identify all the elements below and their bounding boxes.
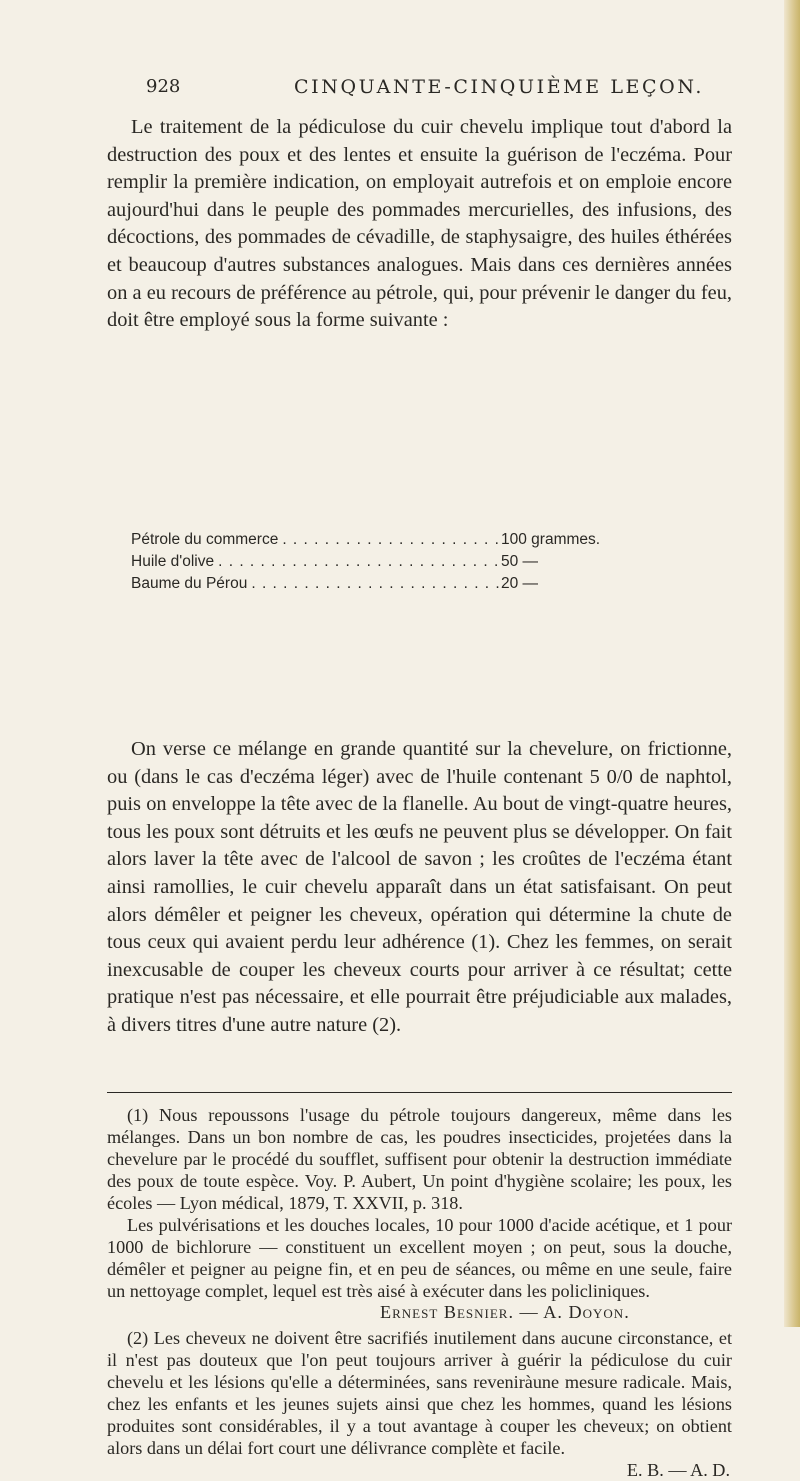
footnote-signature: Ernest Besnier. — A. Doyon.	[380, 1302, 630, 1322]
ingredient-quantity: 20 —	[501, 575, 539, 592]
footnote-2-signature: E. B. — A. D.	[626, 1460, 730, 1480]
ingredient-name: Pétrole du commerce	[131, 531, 279, 548]
recipe-item	[131, 573, 631, 595]
footnote-rule	[107, 1092, 732, 1093]
page-number: 928	[146, 76, 181, 97]
recipe-item	[131, 551, 631, 573]
recipe-list	[131, 529, 631, 595]
footnote-2: (2) Les cheveux ne doivent être sacrifiés inutilement dans aucune circonstance, et il n'est pas douteux que l'on peut toujours arriver à guérir la pédiculose du cuir chevelu et les lésions qu'elle a déterminées, sans reveniràune mesure radicale. Mais, chez les enfants et les jeunes sujets ainsi que chez les hommes, quand les lésions produites sont considérables, il y a tout avantage à couper les cheveux; on obtient alors dans un délai fort court une délivrance complète et facile.	[107, 1328, 732, 1458]
footnote-1-continued: Les pulvérisations et les douches locales, 10 pour 1000 d'acide acétique, et 1 pour 1000 de bichlorure — constituent un excellent moyen ; on peut, sous la douche, démêler et peigner au peigne fin, et en peu de séances, ou même en une seule, faire un nettoyage complet, lequel est très aisé à exécuter dans les policliniques.	[107, 1215, 732, 1301]
footnote-1: (1) Nous repoussons l'usage du pétrole toujours dangereux, même dans les mélanges. Dans un bon nombre de cas, les poudres insecticides, projetées dans la chevelure par le procédé du soufflet, suffisent pour obtenir la destruction immédiate des poux de toute espèce. Voy. P. Aubert, Un point d'hygiène scolaire; les poux, les écoles — Lyon médical, 1879, T. XXVII, p. 318.	[107, 1105, 732, 1213]
page-edge	[784, 0, 800, 1327]
ingredient-quantity: 100 grammes.	[501, 531, 601, 548]
recipe-item	[131, 529, 631, 551]
leader-dots	[278, 529, 501, 551]
paragraph-treatment: Le traitement de la pédiculose du cuir chevelu implique tout d'abord la destruction des poux et des lentes et ensuite la guérison de l'eczéma. Pour remplir la première indication, on employait autrefois et on emploie encore aujourd'hui dans le peuple des pommades mercurielles, des infusions, des décoctions, des pommades de cévadille, de staphysaigre, des huiles éthérées et beaucoup d'autres substances analogues. Mais dans ces dernières années on a eu recours de préférence au pétrole, qui, pour prévenir le danger du feu, doit être employé sous la forme suivante :	[107, 116, 732, 332]
running-title: CINQUANTE-CINQUIÈME LEÇON.	[294, 76, 704, 98]
leader-dots	[214, 551, 501, 573]
ingredient-name: Baume du Pérou	[131, 575, 248, 592]
leader-dots	[247, 573, 501, 595]
ingredient-quantity: 50 —	[501, 553, 539, 570]
page-header	[146, 76, 796, 110]
ingredient-name: Huile d'olive	[131, 553, 215, 570]
paragraph-procedure: On verse ce mélange en grande quantité sur la chevelure, on frictionne, ou (dans le cas d'eczéma léger) avec de l'huile contenant 5 0/0 de naphtol, puis on enveloppe la tête avec de la flanelle. Au bout de vingt-quatre heures, tous les poux sont détruits et les œufs ne peuvent plus se développer. On fait alors laver la tête avec de l'alcool de savon ; les croûtes de l'eczéma étant ainsi ramollies, le cuir chevelu apparaît dans un état satisfaisant. On peut alors démêler et peigner les cheveux, opération qui détermine la chute de tous ceux qui avaient perdu leur adhérence (1). Chez les femmes, on serait inexcusable de couper les cheveux courts pour arriver à ce résultat; cette pratique n'est pas nécessaire, et elle pourrait être préjudiciable aux malades, à divers titres d'une autre nature (2).	[107, 738, 732, 1036]
